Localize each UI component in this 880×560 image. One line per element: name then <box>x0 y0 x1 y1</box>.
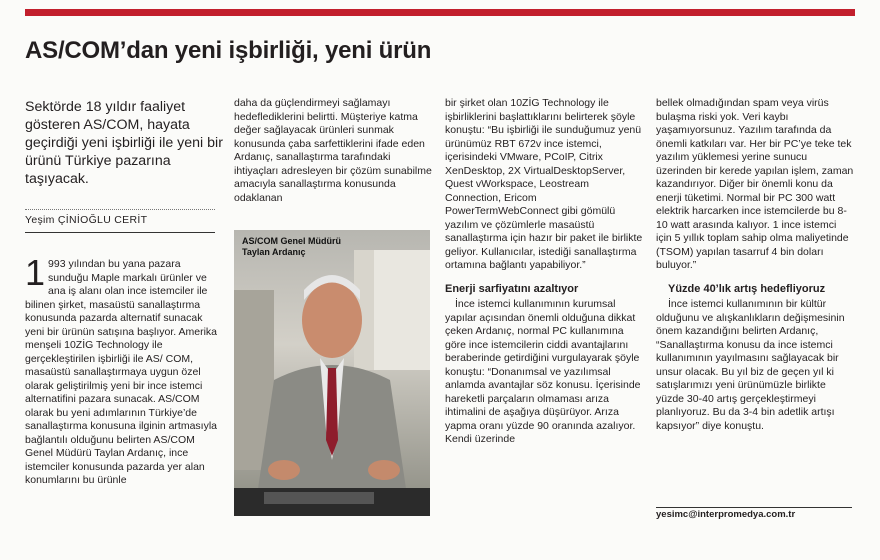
subhead-growth: Yüzde 40’lık artış hedefliyoruz <box>668 282 826 295</box>
column-3 <box>445 97 643 447</box>
column-3-text-1: bir şirket olan 10ZİG Technology ile işbirliklerini başlattıklarını belirterek şöyle konuştu: “Bu işbirliği ile sunduğumuz yenü ürünümüz RBT 672v ince istemci, içerisindeki VMware, PCoIP, Citrix XenDesktop, 2X VirtualDesktopServer, Quest vWorkspace, Leostream Connection, Ericom PowerTermWebConnect gibi gömülü yazılım ve çözümlerle masaüstü sanallaştırma için hazır bir paket ile birlikte geliyor. Kullanıcılar, istediği sanallaştırma ortamına bağlantı yapabiliyor.” <box>445 97 643 271</box>
lead-paragraph: Sektörde 18 yıldır faaliyet gösteren AS/COM, hayata geçirdiği yeni işbirliği ile yeni bir ürünü Türkiye pazarına taşıyacak. <box>25 99 223 187</box>
drop-cap: 1 <box>25 252 46 293</box>
author-name: Yeşim ÇİNİOĞLU CERİT <box>25 214 148 226</box>
photo-caption: AS/COM Genel Müdürü Taylan Ardanıç <box>242 236 341 257</box>
column-1-text: 993 yılından bu yana pazara sunduğu Maple markalı ürünler ve ana iş alanı olan ince istemciler ile bilinen şirket, masaüstü sanallaştırma konusunda pazarda alternatif sunacak yeni bir ürünün satışına başlıyor. Amerika menşeli 10ZİG Technology ile gerçekleştirilen işbirliği ile AS/ COM, masaüstü sanallaştırmaya uygun özel olarak geliştirilmiş yeni bir ince istemci alternatifini pazara sunacak. AS/COM olarak bu yeni adımlarının Türkiye’de sanallaştırma konusuna ilginin artmasıyla bağlantılı olduğunu belirten AS/COM Genel Müdürü Taylan Ardanıç, ince istemciler konusunda pazarda yer alan konumlarını bu ürünle <box>25 258 218 486</box>
subhead-energy: Enerji sarfiyatını azaltıyor <box>445 282 579 295</box>
solid-divider <box>25 232 215 233</box>
column-2 <box>234 97 432 205</box>
column-4 <box>656 97 854 433</box>
header-red-bar <box>25 9 855 16</box>
column-2-text: daha da güçlendirmeyi sağlamayı hedeflediklerini belirtti. Müşteriye katma değer sağlayacak ürünleri sunmak konusunda çaba sarfettiklerini ifade eden Ardanıç, sanallaştırma tarafındaki ihtiyaçları adresleyen bir çözüm sunabilme amacıyla sanallaştırma konusunda odaklanan <box>234 97 432 204</box>
column-1 <box>25 252 222 488</box>
portrait-illustration <box>234 230 430 516</box>
column-4-text-1: bellek olmadığından spam veya virüs bulaşma riski yok. Veri kaybı yaşamıyorsunuz. Yazılım tarafında da önemli katkıları var. Her bir PC’ye teke tek yazılım yüklemesi yerine sunucu üzerinden bir kerede yapılan işlem, zaman kazandırıyor. Diğer bir önemli konu da enerji tüketimi. Normal bir PC 300 watt elektrik harcarken ince istemcilerde bu 8-10 watt arasında kalıyor. 1 ince istemci için 5 yıllık toplam sahip olma maliyetinde (TSOM) yapılan tasarruf 4 bin doları buluyor.” <box>656 97 854 271</box>
author-email: yesimc@interpromedya.com.tr <box>656 509 796 520</box>
column-3-text-2: İnce istemci kullanımının kurumsal yapılar açısından önemli olduğuna dikkat çeken Ardanıç, normal PC kullanımına göre ince istemcilerin ciddi avantajlarını beraberinde getirdiğini vurgulayarak şöyle konuştu: “Donanımsal ve yazılımsal anlamda avantajlar söz konusu. İçerisinde hareketli parçaların olmaması arıza ihtimalini de aşağıya düşürüyor. Arıza yapma oranı yüzde 90 oranında azalıyor. Kendi üzerinde <box>445 298 641 445</box>
portrait-photo <box>234 230 430 516</box>
dotted-divider <box>25 209 215 210</box>
column-4-text-2: İnce istemci kullanımının bir kültür olduğunu ve alışkanlıkların değişmesinin önem kazandığını belirten Ardanıç, “Sanallaştırma konusu da ince istemci kullanımının yayılmasını sağlayacak bir unsur olacak. Bu yıl biz de geçen yıl ki satışlarımızı yeni ürünümüzle birlikte yüzde 30-40 artış gerçekleştirmeyi planlıyoruz. Bu da 3-4 bin adetlik artışı kapsıyor” diye konuştu. <box>656 298 845 432</box>
email-divider <box>656 507 852 508</box>
article-title: AS/COM’dan yeni işbirliği, yeni ürün <box>25 37 432 64</box>
